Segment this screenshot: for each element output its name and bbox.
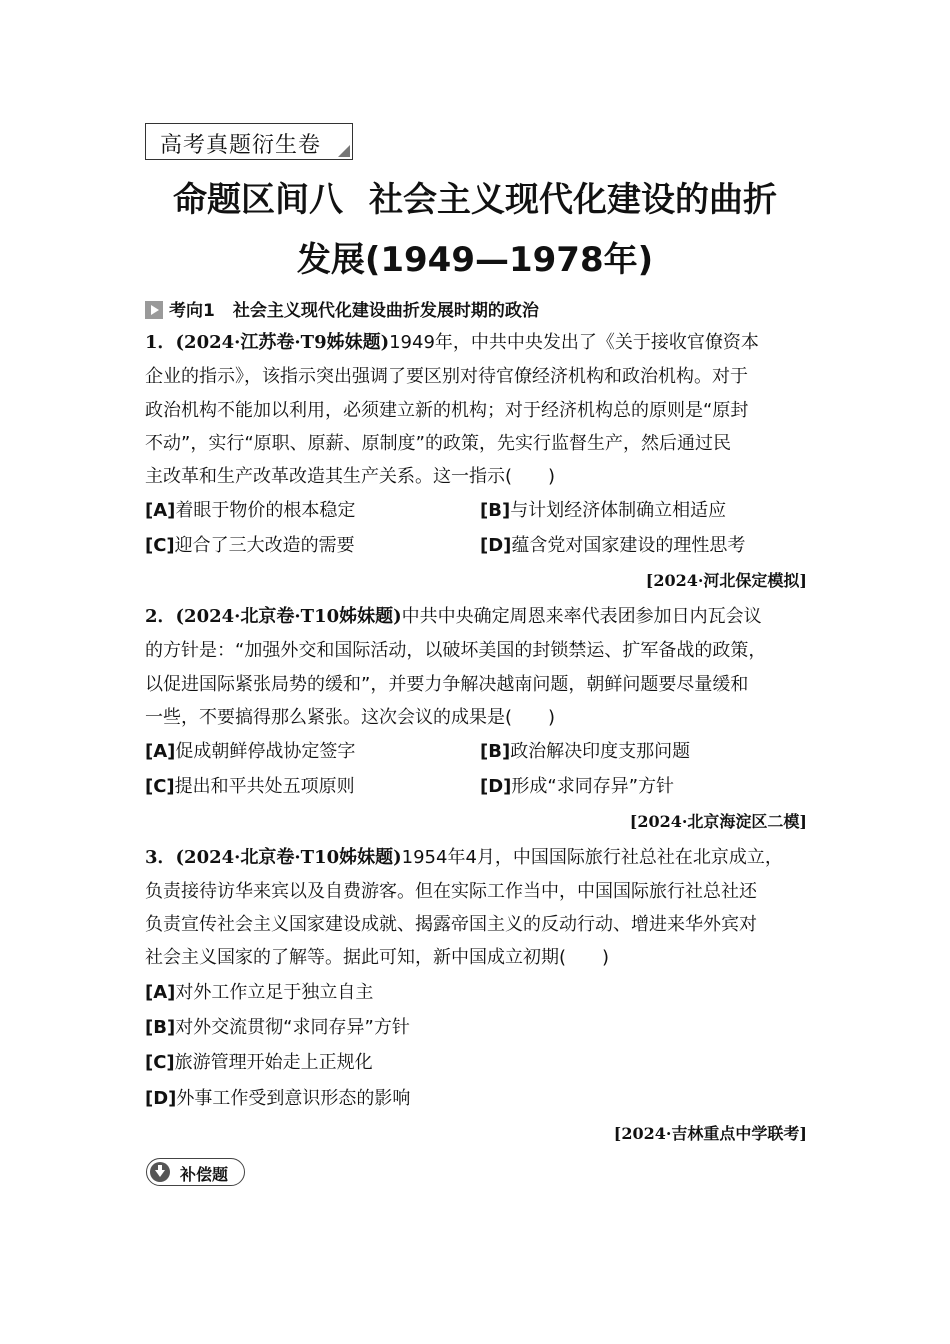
question-line: 负责宣传社会主义国家建设成就、揭露帝国主义的反动行动、增进来华外宾对 (145, 914, 757, 935)
option-b[interactable]: [B]对外交流贯彻“求同存异”方针 (145, 1017, 410, 1038)
question-line: 1．(2024·江苏卷·T9姊妹题)1949年，中共中央发出了《关于接收官僚资本 (145, 332, 759, 353)
play-icon (145, 301, 163, 319)
question-line: 主改革和生产改革改造其生产关系。这一指示( ) (145, 466, 556, 487)
section-title: 社会主义现代化建设曲折发展时期的政治 (232, 301, 539, 321)
question-head: 1．(2024·江苏卷·T9姊妹题) (145, 332, 390, 353)
supplement-label: 补偿题 (180, 1165, 229, 1184)
question-line: 的方针是：“加强外交和国际活动，以破坏美国的封锁禁运、扩军备战的政策， (145, 640, 767, 661)
question-head: 3．(2024·北京卷·T10姊妹题) (145, 847, 402, 868)
title-chapter: 命题区间八 (173, 180, 343, 220)
option-d[interactable]: [D]外事工作受到意识形态的影响 (145, 1088, 411, 1109)
section-heading (145, 296, 539, 321)
option-b[interactable]: [B]政治解决印度支那问题 (480, 741, 691, 762)
question-source: [2024·北京海淀区二模] (629, 812, 807, 831)
option-a[interactable]: [A]促成朝鲜停战协定签字 (145, 741, 356, 762)
option-a[interactable]: [A]对外工作立足于独立自主 (145, 982, 374, 1003)
question-line: 以促进国际紧张局势的缓和”，并要力争解决越南问题，朝鲜问题要尽量缓和 (145, 674, 749, 695)
option-c[interactable]: [C]提出和平共处五项原则 (145, 776, 355, 797)
download-arrow-icon (150, 1162, 170, 1182)
supplement-button[interactable] (146, 1158, 245, 1186)
question-line: 社会主义国家的了解等。据此可知，新中国成立初期( ) (145, 947, 610, 968)
option-d[interactable]: [D]形成“求同存异”方针 (480, 776, 675, 797)
option-c[interactable]: [C]旅游管理开始走上正规化 (145, 1052, 373, 1073)
banner-corner-icon (338, 145, 350, 157)
title-topic: 社会主义现代化建设的曲折 (369, 180, 777, 220)
question-line: 政治机构不能加以利用，必须建立新的机构；对于经济机构总的原则是“原封 (145, 400, 749, 421)
question-line: 企业的指示》，该指示突出强调了要区别对待官僚经济机构和政治机构。对于 (145, 366, 748, 387)
option-a[interactable]: [A]着眼于物价的根本稳定 (145, 500, 356, 521)
section-prefix: 考向1 (169, 301, 215, 321)
question-source: [2024·河北保定模拟] (645, 571, 807, 590)
option-c[interactable]: [C]迎合了三大改造的需要 (145, 535, 355, 556)
exam-banner (145, 123, 353, 160)
question-line: 一些，不要搞得那么紧张。这次会议的成果是( ) (145, 707, 556, 728)
page-title-line2: 发展(1949—1978年) (296, 240, 654, 280)
banner-label: 高考真题衍生卷 (160, 133, 322, 158)
question-line: 2．(2024·北京卷·T10姊妹题)中共中央确定周恩来率代表团参加日内瓦会议 (145, 606, 762, 627)
question-line: 3．(2024·北京卷·T10姊妹题)1954年4月，中国国际旅行社总社在北京成立， (145, 847, 783, 868)
option-d[interactable]: [D]蕴含党对国家建设的理性思考 (480, 535, 746, 556)
question-source: [2024·吉林重点中学联考] (613, 1124, 807, 1143)
page-title-line1 (0, 172, 950, 221)
option-b[interactable]: [B]与计划经济体制确立相适应 (480, 500, 727, 521)
question-head: 2．(2024·北京卷·T10姊妹题) (145, 606, 402, 627)
question-line: 不动”，实行“原职、原薪、原制度”的政策，先实行监督生产，然后通过民 (145, 433, 731, 454)
question-line: 负责接待访华来宾以及自费游客。但在实际工作当中，中国国际旅行社总社还 (145, 881, 757, 902)
